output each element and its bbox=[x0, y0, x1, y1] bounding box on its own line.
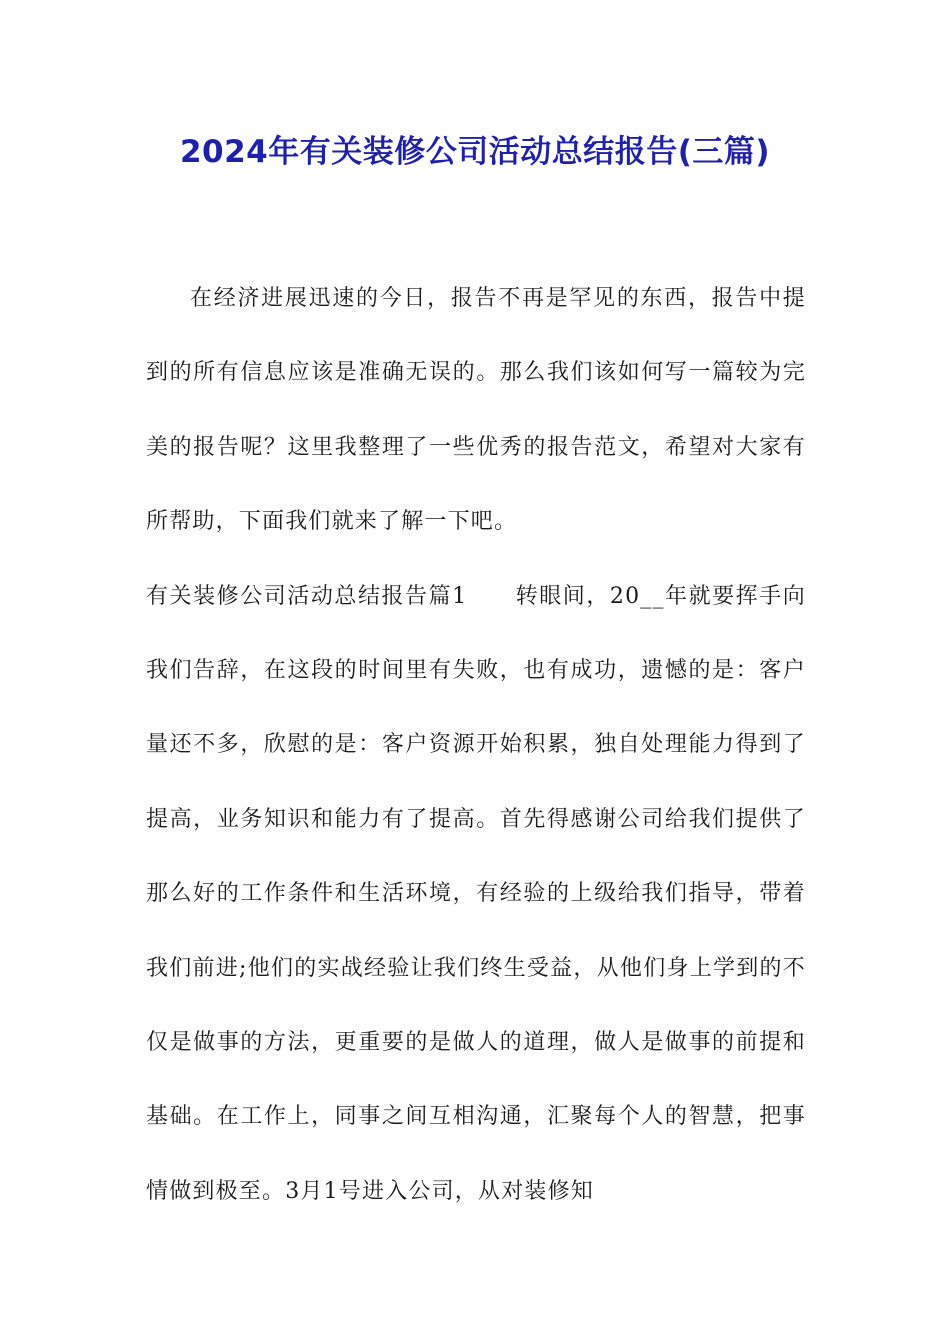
section-1-paragraph bbox=[146, 560, 806, 1230]
section-1-text: 转眼间，20__年就要挥手向我们告辞，在这段的时间里有失败，也有成功，遗憾的是：客户量还不多，欣慰的是：客户资源开始积累，独自处理能力得到了提高，业务知识和能力有了提高。首先得感谢公司给我们提供了那么好的工作条件和生活环境，有经验的上级给我们指导，带着我们前进;他们的实战经验让我们终生受益，从他们身上学到的不仅是做事的方法，更重要的是做人的道理，做人是做事的前提和基础。在工作上，同事之间互相沟通，汇聚每个人的智慧，把事情做到极至。3月1号进入公司，从对装修知 bbox=[146, 583, 806, 1204]
section-1-heading: 有关装修公司活动总结报告篇1 bbox=[146, 583, 468, 609]
intro-paragraph: 在经济进展迅速的今日，报告不再是罕见的东西，报告中提到的所有信息应该是准确无误的。那么我们该如何写一篇较为完美的报告呢？这里我整理了一些优秀的报告范文，希望对大家有所帮助，下面我们就来了解一下吧。 bbox=[146, 286, 806, 535]
document-title: 2024年有关装修公司活动总结报告(三篇) bbox=[179, 134, 771, 170]
document-body bbox=[146, 262, 806, 1229]
